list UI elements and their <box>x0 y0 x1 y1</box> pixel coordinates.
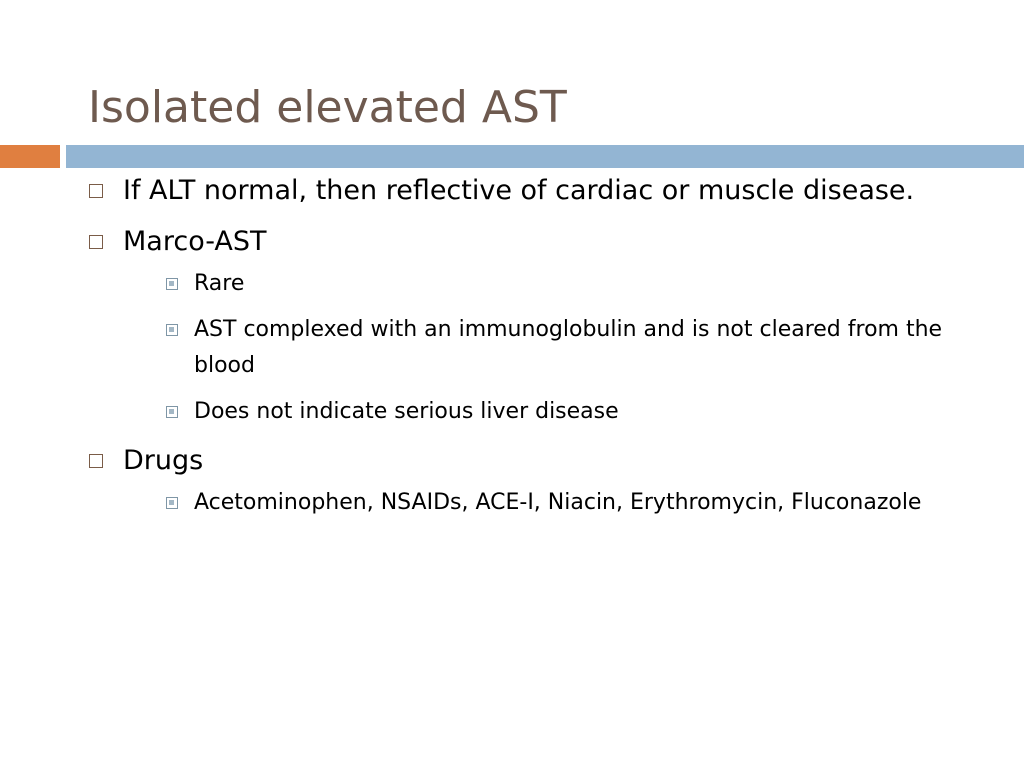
filled-square-bullet-icon <box>166 324 178 336</box>
sub-bullet-text: AST complexed with an immunoglobulin and is not cleared from the blood <box>194 317 943 378</box>
bullet-text: Marco-AST <box>123 226 267 257</box>
sub-bullet-text: Does not indicate serious liver disease <box>194 399 619 424</box>
sub-bullet-item <box>158 312 968 384</box>
bullet-item <box>88 440 968 521</box>
slide-title: Isolated elevated AST <box>88 82 567 133</box>
sub-bullet-item <box>158 394 968 430</box>
sub-bullet-list <box>123 485 968 521</box>
square-bullet-icon <box>89 235 103 249</box>
sub-bullet-text: Rare <box>194 271 245 296</box>
filled-square-bullet-icon <box>166 278 178 290</box>
filled-square-bullet-icon <box>166 497 178 509</box>
bullet-list <box>88 170 968 521</box>
sub-bullet-list <box>123 266 968 430</box>
bullet-text: Drugs <box>123 445 204 476</box>
bullet-text: If ALT normal, then reflective of cardiac or muscle disease. <box>123 175 915 206</box>
square-bullet-icon <box>89 184 103 198</box>
sub-bullet-text: Acetominophen, NSAIDs, ACE-I, Niacin, Erythromycin, Fluconazole <box>194 490 922 515</box>
sub-bullet-item <box>158 485 968 521</box>
bullet-item <box>88 170 968 211</box>
accent-bar-blue <box>66 145 1024 168</box>
accent-bar-orange <box>0 145 60 168</box>
sub-bullet-item <box>158 266 968 302</box>
square-bullet-icon <box>89 454 103 468</box>
bullet-item <box>88 221 968 430</box>
filled-square-bullet-icon <box>166 406 178 418</box>
